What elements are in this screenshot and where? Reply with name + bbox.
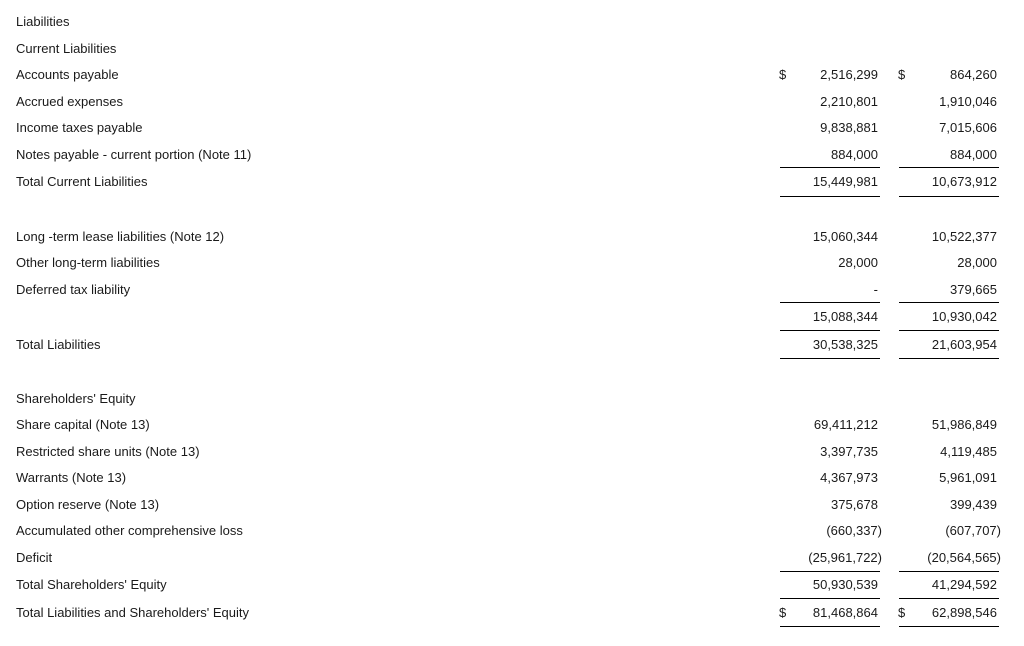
row-total-shareholders-equity — [0, 575, 1024, 595]
value-prior-year: 399,439 — [950, 497, 997, 512]
row-label: Total Current Liabilities — [16, 174, 148, 189]
row-label: Total Liabilities and Shareholders' Equity — [16, 605, 250, 620]
section-heading: Current Liabilities — [16, 41, 117, 56]
row-restricted-share-units — [0, 442, 1024, 462]
value-prior-year: (20,564,565) — [927, 550, 1001, 565]
section-liabilities — [0, 12, 1024, 32]
currency-symbol: $ — [779, 605, 787, 620]
value-prior-year: 379,665 — [950, 282, 997, 297]
value-prior-year: 4,119,485 — [940, 444, 997, 459]
value-current-year: 30,538,325 — [812, 337, 878, 352]
row-income-taxes-payable — [0, 118, 1024, 138]
value-prior-year: 62,898,546 — [931, 605, 997, 620]
section-shareholders-equity — [0, 389, 1024, 409]
value-current-year: 3,397,735 — [820, 444, 878, 459]
row-label: Accumulated other comprehensive loss — [16, 523, 243, 538]
subtotal-rule — [899, 571, 999, 572]
row-label: Option reserve (Note 13) — [16, 497, 160, 512]
row-long-term-lease — [0, 227, 1024, 247]
value-prior-year: 10,522,377 — [931, 229, 997, 244]
value-prior-year: 10,673,912 — [931, 174, 997, 189]
value-prior-year: 884,000 — [950, 147, 997, 162]
currency-symbol: $ — [779, 67, 787, 82]
total-rule — [899, 196, 999, 197]
row-label: Long -term lease liabilities (Note 12) — [16, 229, 225, 244]
row-share-capital — [0, 415, 1024, 435]
row-accumulated-other-comprehensive-loss — [0, 521, 1024, 541]
row-label: Share capital (Note 13) — [16, 417, 150, 432]
section-heading: Shareholders' Equity — [16, 391, 136, 406]
row-label: Other long-term liabilities — [16, 255, 160, 270]
subtotal-rule — [899, 330, 999, 331]
value-current-year: 375,678 — [831, 497, 878, 512]
subtotal-rule — [899, 302, 999, 303]
value-current-year: 884,000 — [831, 147, 878, 162]
total-rule — [780, 196, 880, 197]
value-prior-year: 21,603,954 — [931, 337, 997, 352]
row-label: Deferred tax liability — [16, 282, 131, 297]
value-prior-year: 41,294,592 — [931, 577, 997, 592]
total-rule — [899, 626, 999, 627]
row-label: Warrants (Note 13) — [16, 470, 127, 485]
row-warrants — [0, 468, 1024, 488]
value-current-year: 15,449,981 — [812, 174, 878, 189]
row-deficit — [0, 548, 1024, 568]
subtotal-rule — [780, 167, 880, 168]
value-prior-year: 7,015,606 — [939, 120, 997, 135]
value-prior-year: 864,260 — [950, 67, 997, 82]
value-current-year: 15,088,344 — [812, 309, 878, 324]
row-label: Deficit — [16, 550, 53, 565]
row-total-liabilities — [0, 335, 1024, 355]
row-accrued-expenses — [0, 92, 1024, 112]
currency-symbol: $ — [898, 605, 906, 620]
row-label: Income taxes payable — [16, 120, 143, 135]
section-current-liabilities — [0, 39, 1024, 59]
row-deferred-tax — [0, 280, 1024, 300]
row-label: Accrued expenses — [16, 94, 123, 109]
row-accounts-payable — [0, 65, 1024, 85]
subtotal-rule — [780, 302, 880, 303]
value-prior-year: 51,986,849 — [931, 417, 997, 432]
row-total-liabilities-and-equity — [0, 603, 1024, 623]
value-current-year: (25,961,722) — [808, 550, 882, 565]
row-label: Restricted share units (Note 13) — [16, 444, 200, 459]
row-other-long-term — [0, 253, 1024, 273]
value-prior-year: 10,930,042 — [931, 309, 997, 324]
value-current-year: 69,411,212 — [813, 417, 878, 432]
subtotal-rule — [780, 571, 880, 572]
value-current-year: 81,468,864 — [812, 605, 878, 620]
total-rule — [780, 626, 880, 627]
value-current-year: 15,060,344 — [812, 229, 878, 244]
value-current-year: 4,367,973 — [820, 470, 878, 485]
row-label: Accounts payable — [16, 67, 119, 82]
value-current-year: - — [873, 282, 878, 297]
value-prior-year: 1,910,046 — [939, 94, 997, 109]
value-prior-year: 28,000 — [957, 255, 997, 270]
total-rule — [780, 358, 880, 359]
subtotal-rule — [780, 598, 880, 599]
row-label: Total Shareholders' Equity — [16, 577, 167, 592]
value-current-year: 2,516,299 — [820, 67, 878, 82]
row-non-current-subtotal — [0, 307, 1024, 327]
subtotal-rule — [899, 167, 999, 168]
subtotal-rule — [899, 598, 999, 599]
value-current-year: (660,337) — [826, 523, 882, 538]
row-label: Notes payable - current portion (Note 11) — [16, 147, 252, 162]
row-notes-payable-current — [0, 145, 1024, 165]
value-current-year: 9,838,881 — [820, 120, 878, 135]
value-current-year: 2,210,801 — [820, 94, 878, 109]
subtotal-rule — [780, 330, 880, 331]
total-rule — [899, 358, 999, 359]
row-option-reserve — [0, 495, 1024, 515]
value-current-year: 28,000 — [838, 255, 878, 270]
row-label: Total Liabilities — [16, 337, 101, 352]
value-prior-year: (607,707) — [945, 523, 1001, 538]
section-heading: Liabilities — [16, 14, 70, 29]
value-current-year: 50,930,539 — [812, 577, 878, 592]
currency-symbol: $ — [898, 67, 906, 82]
value-prior-year: 5,961,091 — [939, 470, 997, 485]
row-total-current-liabilities — [0, 172, 1024, 192]
